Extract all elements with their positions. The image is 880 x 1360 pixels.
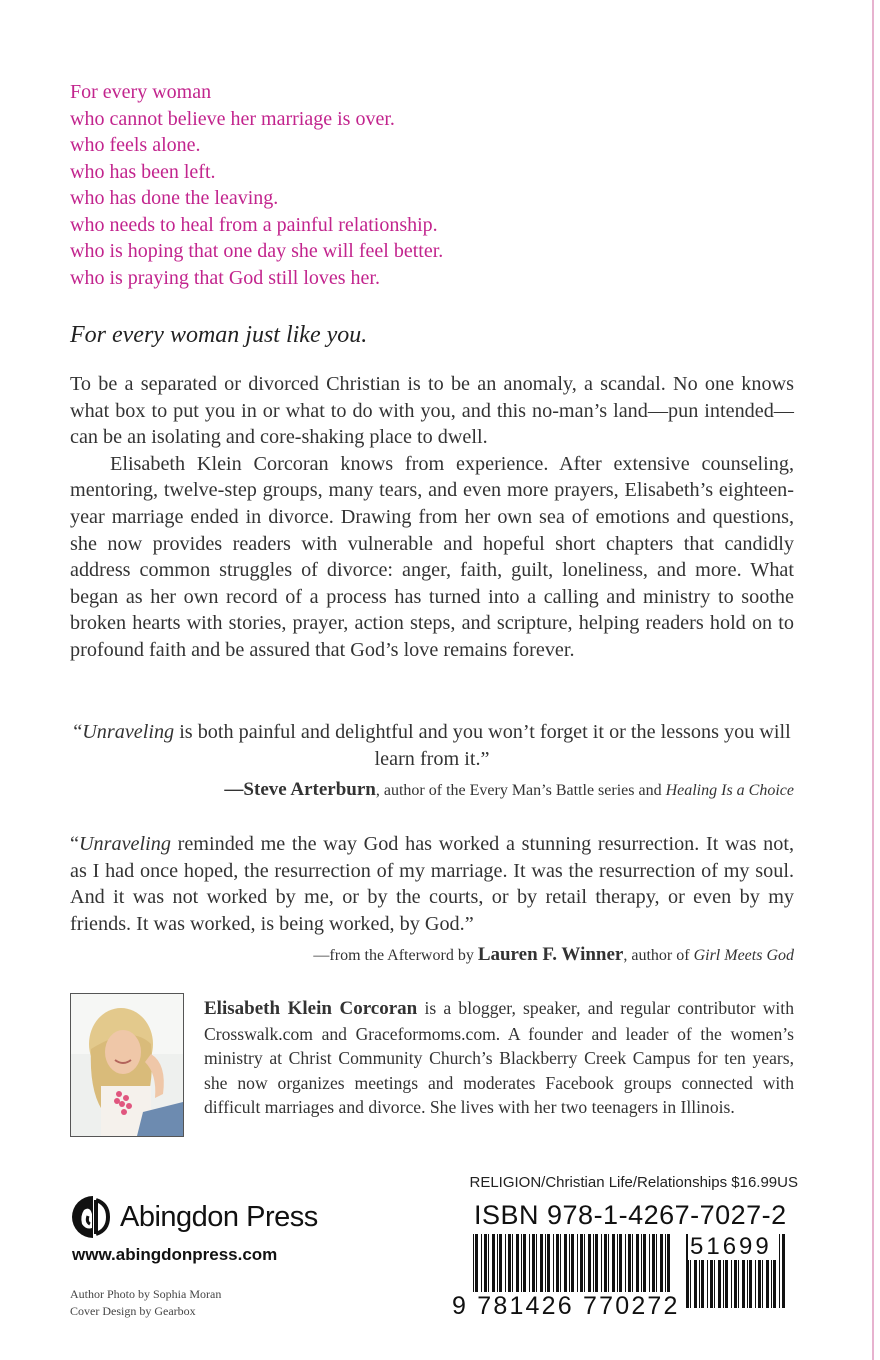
barcode-bar [779,1234,780,1308]
design-credit: Cover Design by Gearbox [70,1304,196,1318]
book-title: Unraveling [82,721,175,743]
publisher-website: www.abingdonpress.com [72,1245,278,1264]
barcode-bar [782,1234,785,1308]
addon-digits: 51699 [688,1234,776,1260]
endorser-work: Healing Is a Choice [665,782,794,799]
dedication-line: who needs to heal from a painful relationship. [70,213,438,236]
author-bio-text: is a blogger, speaker, and regular contributor with Crosswalk.com and Graceformoms.com. A founder and leader of the women’s ministry at Christ Community Church’s Blackberry Creek Campus for ten years, she now organizes meetings and moderates Facebook groups connected with difficult marriages and divorce. She lives with her two teenagers in Illinois. [204,998,794,1118]
dedication-line: who has been left. [70,160,216,183]
ean-digits: 9 781426 770272 [452,1292,680,1320]
endorser-role: , author of [623,947,694,964]
author-photo [70,993,184,1137]
endorser-name: Steve Arterburn [243,779,376,800]
publisher-name: Abingdon Press [120,1200,318,1233]
author-bio [204,996,794,1120]
edge-line [872,0,874,1360]
description-paragraph: Elisabeth Klein Corcoran knows from experience. After extensive counseling, mentoring, twelve-step groups, many tears, and even more prayers, Elisabeth’s eighteen-year marriage ended in divorce. Drawing from her own sea of emotions and questions, she now provides readers with vulnerable and hopeful short chapters that candidly address common struggles of divorce: anger, faith, guilt, loneliness, and more. What began as her own record of a process has turned into a calling and ministry to soothe broken hearts with stories, prayer, action steps, and scripture, helping readers hold on to profound faith and be assured that God’s love remains forever. [70,452,794,661]
publisher-logo [72,1194,318,1240]
dash: — [224,779,244,800]
quote-mark: “ [73,721,83,743]
category-price: RELIGION/Christian Life/Relationships $16.99US [469,1174,798,1191]
dedication [70,79,443,291]
dedication-line: who feels alone. [70,134,201,156]
dedication-line: who is praying that God still loves her. [70,266,380,289]
description-paragraph: To be a separated or divorced Christian is to be an anomaly, a scandal. No one knows what box to put you in or what to do with you, and this no-man’s land—pun intended—can be an isolating and core-shaking place to dwell. [70,373,794,449]
endorser-work: Girl Meets God [693,947,794,964]
quote-text: is both painful and delightful and you won’t forget it or the lessons you will learn from it.” [174,721,791,770]
description [70,371,794,664]
endorsement-quote [70,719,794,772]
dedication-line: For every woman [70,81,212,103]
endorser-name: Lauren F. Winner [477,944,624,965]
endorsement-attribution [224,779,794,801]
book-title: Unraveling [78,833,171,855]
photo-credit: Author Photo by Sophia Moran [70,1287,222,1301]
author-photo-image [71,994,183,1136]
endorser-prefix: —from the Afterword by [313,947,478,964]
isbn-text: ISBN 978-1-4267-7027-2 [474,1200,787,1230]
endorsement-quote [70,831,794,937]
credits [70,1286,221,1320]
dedication-line: who has done the leaving. [70,187,279,209]
tagline: For every woman just like you. [70,322,368,348]
author-name: Elisabeth Klein Corcoran [204,998,418,1019]
dedication-line: who is hoping that one day she will feel better. [70,240,444,262]
dedication-line: who cannot believe her marriage is over. [70,107,395,130]
quote-text: reminded me the way God has worked a stunning resurrection. It was not, as I had once hoped, the resurrection of my marriage. It was the resurrection of my soul. And it was not worked by me, or by the courts, or by retail therapy, or even by my friends. It was worked, is being worked, by God.” [70,833,794,935]
endorsement-attribution [313,944,794,966]
abingdon-logo-icon [72,1194,114,1240]
endorser-role: , author of the Every Man’s Battle series and [375,782,666,799]
quote-mark: “ [70,833,79,855]
